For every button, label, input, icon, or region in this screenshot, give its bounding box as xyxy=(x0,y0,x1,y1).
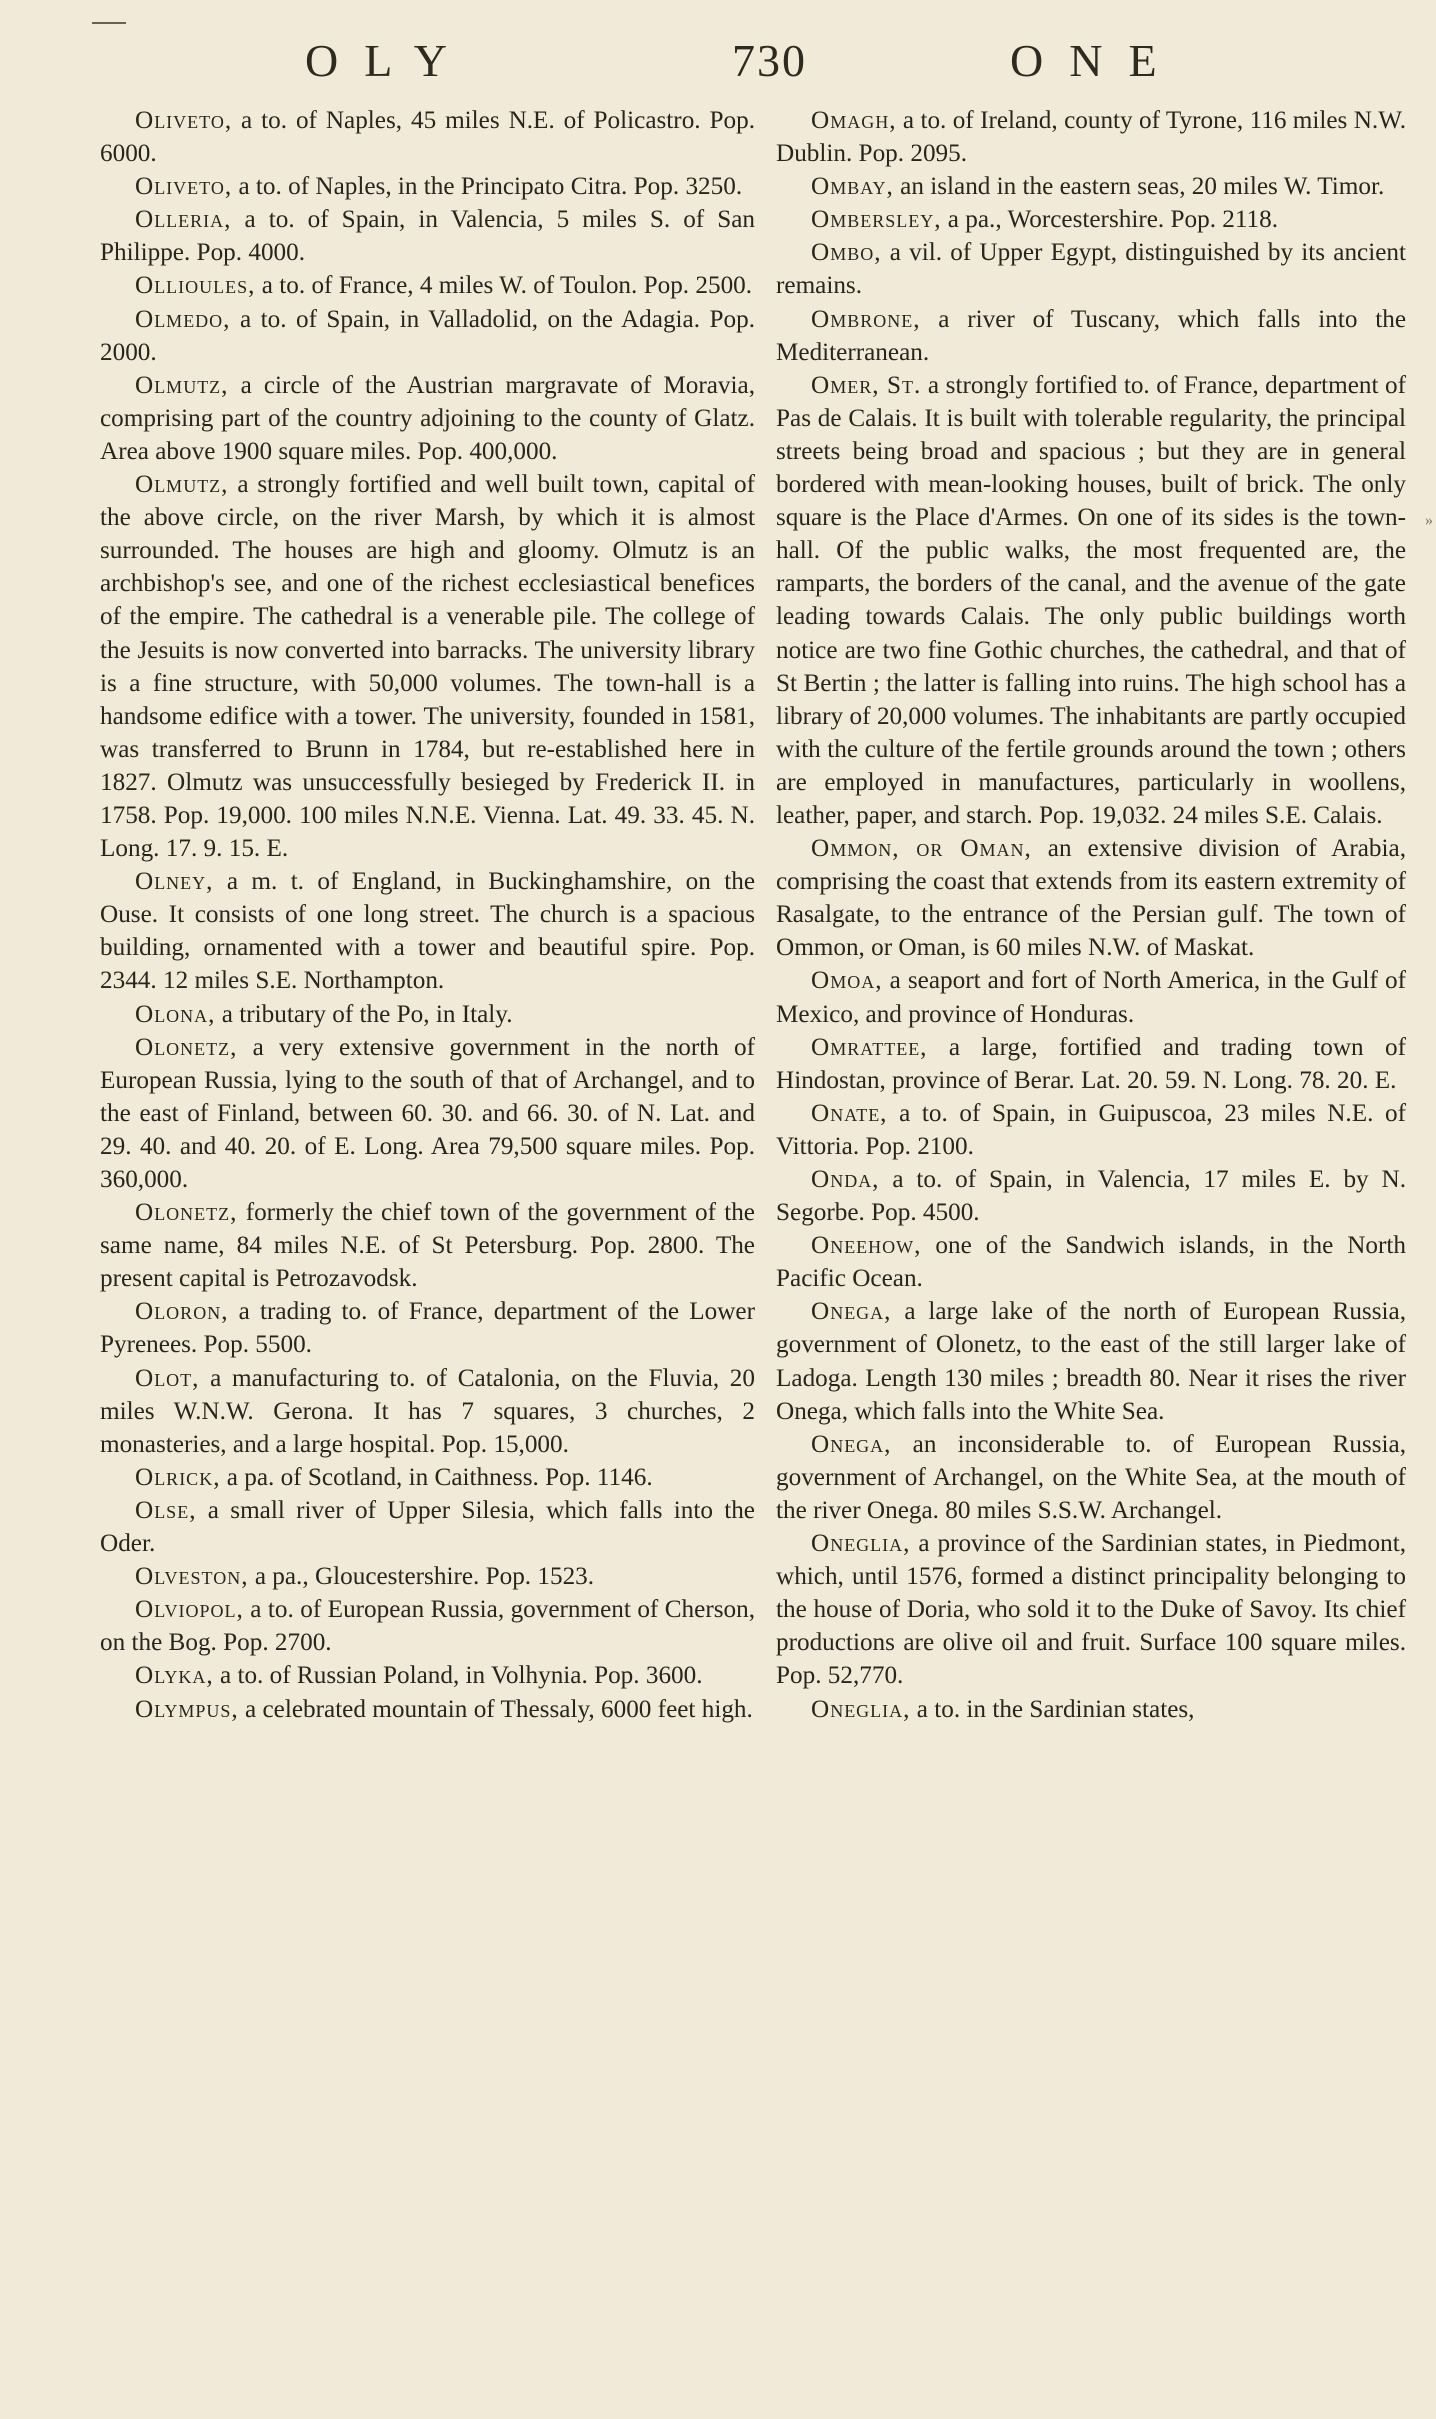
entry-headword: Ombay, xyxy=(811,173,894,201)
dictionary-entry xyxy=(776,1097,1406,1163)
dictionary-entry xyxy=(100,269,755,302)
entry-headword: Olmutz, xyxy=(135,371,229,399)
entry-text: a circle of the Austrian margravate of Moravia, comprising part of the country adjoining to the county of Glatz. Area above 1900 square miles. Pop. 400,000. xyxy=(100,371,755,465)
entry-text: a celebrated mountain of Thessaly, 6000 feet high. xyxy=(238,1695,753,1723)
entry-headword: Ombrone, xyxy=(811,305,921,333)
dictionary-entry xyxy=(776,1428,1406,1527)
entry-headword: Omer, St. xyxy=(811,371,922,399)
entry-text: a tributary of the Po, in Italy. xyxy=(215,1000,513,1028)
entry-headword: Olonetz, xyxy=(135,1033,238,1061)
header-left-word: OLY xyxy=(305,35,473,86)
entry-text: a to. of France, 4 miles W. of Toulon. Pop. 2500. xyxy=(255,272,753,300)
entry-text: a large, fortified and trading town of Hindostan, province of Berar. Lat. 20. 59. N. Long. 78. 20. E. xyxy=(776,1033,1406,1094)
top-rule xyxy=(92,22,126,24)
entry-headword: Omrattee, xyxy=(811,1033,928,1061)
entry-headword: Olmutz, xyxy=(135,471,229,499)
entry-headword: Oneglia, xyxy=(811,1530,911,1558)
dictionary-entry xyxy=(100,1659,755,1692)
entry-text: a to. of Spain, in Valencia, 5 miles S. of San Philippe. Pop. 4000. xyxy=(100,206,755,267)
dictionary-entry xyxy=(776,303,1406,369)
entry-text: an island in the eastern seas, 20 miles W. Timor. xyxy=(893,173,1385,201)
entry-text: a pa., Worcestershire. Pop. 2118. xyxy=(941,206,1279,234)
entry-headword: Olympus, xyxy=(135,1695,239,1723)
entry-text: a small river of Upper Silesia, which falls into the Oder. xyxy=(100,1496,755,1558)
entry-headword: Olse, xyxy=(135,1496,197,1524)
dictionary-entry xyxy=(100,1362,755,1461)
entry-text: a manufacturing to. of Catalonia, on the Fluvia, 20 miles W.N.W. Gerona. It has 7 squares, 3 churches, 2 monasteries, and a large hospital. Pop. 15,000. xyxy=(100,1364,755,1458)
entry-headword: Ollioules, xyxy=(135,272,256,300)
dictionary-entry xyxy=(100,1693,755,1726)
dictionary-entry xyxy=(100,1031,755,1196)
entry-text: a seaport and fort of North America, in the Gulf of Mexico, and province of Honduras. xyxy=(776,967,1406,1028)
entry-text: a strongly fortified to. of France, department of Pas de Calais. It is built with tolerable regularity, the principal streets being broad and spacious ; but they are in general bordered with mean-looking houses, built of brick. The only square is the Place d'Armes. On one of its sides is the town-hall. Of the public walks, the most frequented are, the ramparts, the borders of the canal, and the avenue of the gate leading towards Calais. The only public buildings worth notice are two fine Gothic churches, the cathedral, and that of St Bertin ; the latter is falling into ruins. The high school has a library of 20,000 volumes. The inhabitants are partly occupied with the culture of the fertile grounds around the town ; others are employed in manufactures, particularly in woollens, leather, paper, and starch. Pop. 19,032. 24 miles S.E. Calais. xyxy=(776,371,1407,829)
dictionary-entry xyxy=(100,104,755,170)
dictionary-entry xyxy=(100,369,755,468)
margin-mark: » xyxy=(1425,512,1433,529)
dictionary-entry xyxy=(776,1163,1406,1229)
entry-text: a pa., Gloucestershire. Pop. 1523. xyxy=(248,1563,595,1591)
header-right-word: ONE xyxy=(1010,35,1183,86)
dictionary-entry xyxy=(100,170,755,203)
dictionary-entry xyxy=(100,203,755,269)
entry-headword: Olona, xyxy=(135,1000,216,1028)
entry-headword: Ombo, xyxy=(811,239,882,267)
entry-headword: Oneglia, xyxy=(811,1695,911,1723)
dictionary-entry xyxy=(100,1295,755,1361)
dictionary-entry xyxy=(776,104,1406,170)
entry-headword: Olot, xyxy=(135,1364,200,1392)
dictionary-entry xyxy=(776,236,1406,302)
dictionary-entry xyxy=(100,1494,755,1560)
entry-text: an extensive division of Arabia, comprising the coast that extends from its eastern extremity of Rasalgate, to the entrance of the Persian gulf. The town of Ommon, or Oman, is 60 miles N.W. of Maskat. xyxy=(776,835,1406,962)
dictionary-entry xyxy=(776,203,1406,236)
entry-headword: Oliveto, xyxy=(135,173,233,201)
entry-headword: Olonetz, xyxy=(135,1199,238,1227)
dictionary-entry xyxy=(776,1229,1406,1295)
entry-text: formerly the chief town of the government of the same name, 84 miles N.E. of St Petersburg. Pop. 2800. The present capital is Petrozavodsk. xyxy=(100,1199,755,1293)
entry-text: a river of Tuscany, which falls into the Mediterranean. xyxy=(776,305,1406,366)
entry-headword: Ombersley, xyxy=(811,206,942,234)
entry-headword: Onate, xyxy=(811,1099,888,1127)
dictionary-entry xyxy=(100,1593,755,1659)
entry-text: a to. of Naples, in the Principato Citra. Pop. 3250. xyxy=(232,173,743,201)
dictionary-entry xyxy=(100,468,755,865)
entry-headword: Oneehow, xyxy=(811,1232,922,1260)
left-column xyxy=(100,104,755,1726)
entry-headword: Oloron, xyxy=(135,1298,229,1326)
entry-headword: Oliveto, xyxy=(135,107,233,134)
page-number: 730 xyxy=(732,35,807,86)
dictionary-entry xyxy=(776,1031,1406,1097)
entry-text: a province of the Sardinian states, in Piedmont, which, until 1576, formed a distinct principality belonging to the house of Doria, who sold it to the Duke of Savoy. Its chief productions are olive oil and fruit. Surface 100 square miles. Pop. 52,770. xyxy=(776,1530,1406,1690)
entry-text: an inconsiderable to. of European Russia, government of Archangel, on the White Sea, at the mouth of the river Onega. 80 miles S.S.W. Archangel. xyxy=(776,1430,1406,1524)
dictionary-entry xyxy=(100,865,755,997)
dictionary-entry xyxy=(776,170,1406,203)
dictionary-entry xyxy=(776,964,1406,1030)
dictionary-entry xyxy=(776,369,1406,832)
entry-text: a large lake of the north of European Russia, government of Olonetz, to the east of the still larger lake of Ladoga. Length 130 miles ; breadth 80. Near it rises the river Onega, which falls into the White Sea. xyxy=(776,1298,1406,1425)
running-header xyxy=(0,34,1436,104)
entry-headword: Olrick, xyxy=(135,1463,221,1491)
entry-text: a trading to. of France, department of the Lower Pyrenees. Pop. 5500. xyxy=(100,1298,755,1359)
entry-text: a to. of Spain, in Guipuscoa, 23 miles N.E. of Vittoria. Pop. 2100. xyxy=(776,1099,1406,1160)
entry-headword: Olleria, xyxy=(135,206,232,234)
entry-headword: Onega, xyxy=(811,1298,892,1326)
entry-headword: Olveston, xyxy=(135,1563,249,1591)
entry-text: a very extensive government in the north of European Russia, lying to the south of that of Archangel, and to the east of Finland, between 60. 30. and 66. 30. of N. Lat. and 29. 40. and 40. 20. of E. Long. Area 79,500 square miles. Pop. 360,000. xyxy=(100,1033,755,1193)
entry-headword: Olviopol, xyxy=(135,1596,244,1624)
entry-text: a to. in the Sardinian states, xyxy=(910,1695,1195,1723)
dictionary-entry xyxy=(776,1295,1406,1427)
dictionary-entry xyxy=(100,1196,755,1295)
entry-text: a m. t. of England, in Buckinghamshire, on the Ouse. It consists of one long street. The church is a spacious building, ornamented with a tower and beautiful spire. Pop. 2344. 12 miles S.E. Northampton. xyxy=(100,868,755,995)
entry-headword: Omagh, xyxy=(811,107,897,134)
entry-text: a to. of European Russia, government of Cherson, on the Bog. Pop. 2700. xyxy=(100,1596,755,1657)
entry-headword: Olney, xyxy=(135,868,214,896)
entry-headword: Onega, xyxy=(811,1430,892,1458)
entry-headword: Onda, xyxy=(811,1166,880,1193)
entry-text: a to. of Russian Poland, in Volhynia. Pop. 3600. xyxy=(213,1662,703,1690)
entry-text: one of the Sandwich islands, in the North Pacific Ocean. xyxy=(776,1232,1406,1293)
entry-text: a strongly fortified and well built town, capital of the above circle, on the river Marsh, by which it is almost surrounded. The houses are high and gloomy. Olmutz is an archbishop's see, and one of the richest ecclesiastical benefices of the empire. The cathedral is a venerable pile. The college of the Jesuits is now converted into barracks. The university library is a fine structure, with 50,000 volumes. The town-hall is a handsome edifice with a tower. The university, founded in 1581, was transferred to Brunn in 1784, but re-established here in 1827. Olmutz was unsuccessfully besieged by Frederick II. in 1758. Pop. 19,000. 100 miles N.N.E. Vienna. Lat. 49. 33. 45. N. Long. 17. 9. 15. E. xyxy=(100,471,755,863)
right-column xyxy=(776,104,1406,1726)
entry-text: a to. of Naples, 45 miles N.E. of Policastro. Pop. 6000. xyxy=(100,107,755,168)
dictionary-entry xyxy=(100,1461,755,1494)
entry-headword: Omoa, xyxy=(811,967,883,995)
dictionary-entry xyxy=(776,832,1406,964)
dictionary-entry xyxy=(100,998,755,1031)
entry-headword: Olmedo, xyxy=(135,305,231,333)
entry-text: a vil. of Upper Egypt, distinguished by its ancient remains. xyxy=(776,239,1406,300)
dictionary-entry xyxy=(776,1693,1406,1726)
entry-text: a to. of Ireland, county of Tyrone, 116 miles N.W. Dublin. Pop. 2095. xyxy=(776,107,1406,168)
dictionary-entry xyxy=(100,1560,755,1593)
dictionary-entry xyxy=(776,1527,1406,1692)
entry-text: a to. of Spain, in Valladolid, on the Adagia. Pop. 2000. xyxy=(100,305,755,366)
entry-text: a pa. of Scotland, in Caithness. Pop. 1146. xyxy=(220,1463,653,1491)
entry-headword: Ommon, or Oman, xyxy=(811,835,1032,863)
dictionary-entry xyxy=(100,303,755,369)
entry-headword: Olyka, xyxy=(135,1662,214,1690)
entry-text: a to. of Spain, in Valencia, 17 miles E. by N. Segorbe. Pop. 4500. xyxy=(776,1166,1406,1227)
